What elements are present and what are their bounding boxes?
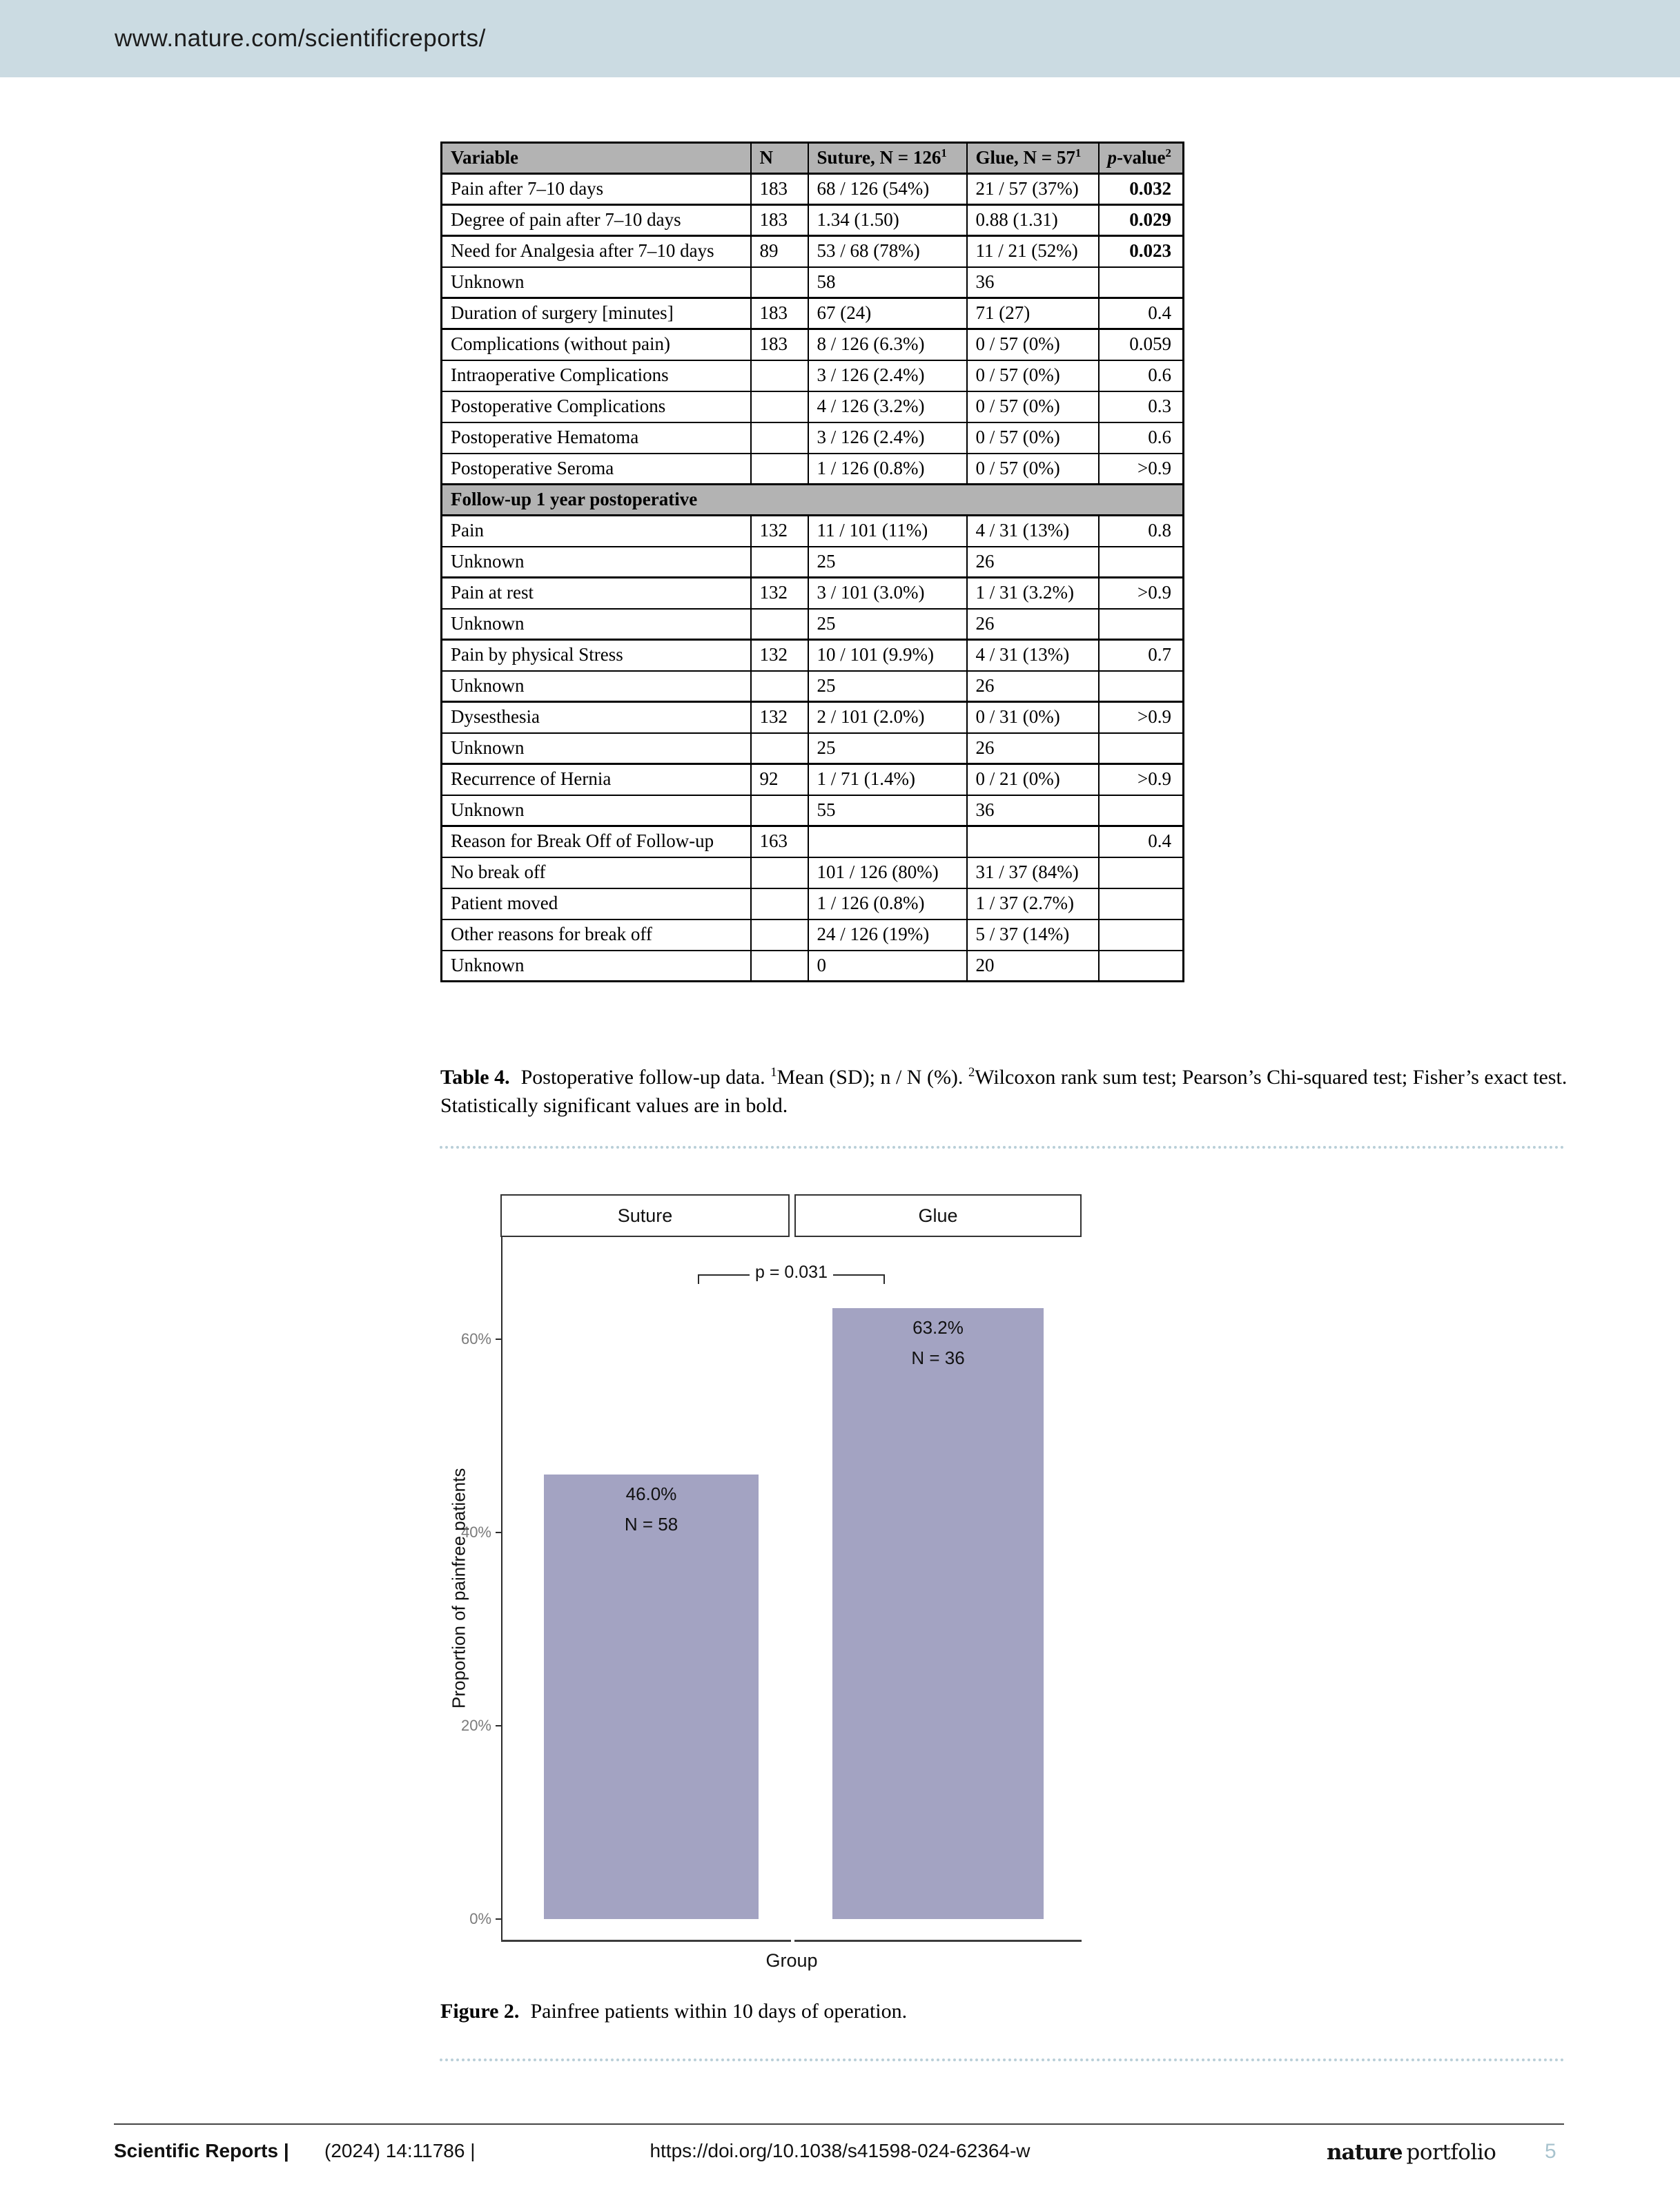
cell-suture: 25 <box>808 733 967 764</box>
cell-suture: 25 <box>808 547 967 578</box>
col-header-pvalue: p-value$^2$ <box>1099 143 1184 174</box>
table-row <box>442 298 1184 329</box>
table-row <box>442 422 1184 454</box>
cell-suture: 3 / 101 (3.0%) <box>808 578 967 609</box>
cell-glue: 36 <box>967 795 1099 826</box>
cell-suture: 1 / 71 (1.4%) <box>808 764 967 795</box>
cell-pvalue: 0.8 <box>1099 516 1184 547</box>
table-4-caption: Table 4. Postoperative follow-up data. $^1$Mean (SD); n / N (%). $^2$Wilcoxon rank sum test; Pearson’s Chi-squared test; Fisher’s exact test. Statistically significant values are in bold. <box>440 1065 1567 1117</box>
cell-variable: Follow-up 1 year postoperative <box>442 485 751 516</box>
cell-glue: 71 (27) <box>967 298 1099 329</box>
cell-suture: 53 / 68 (78%) <box>808 236 967 267</box>
y-axis-title: Proportion of painfree patients <box>448 1468 469 1709</box>
cell-pvalue: 0.4 <box>1099 298 1184 329</box>
cell-suture: 1 / 126 (0.8%) <box>808 888 967 919</box>
cell-n: 183 <box>751 298 808 329</box>
cell-n: 132 <box>751 640 808 671</box>
cell-suture: 55 <box>808 795 967 826</box>
y-tick-label: 0% <box>469 1910 491 1927</box>
cell-glue: 4 / 31 (13%) <box>967 640 1099 671</box>
cell-pvalue: 0.029 <box>1099 205 1184 236</box>
bar-label: N = 36 <box>911 1347 965 1368</box>
cell-glue: 1 / 31 (3.2%) <box>967 578 1099 609</box>
cell-pvalue: >0.9 <box>1099 578 1184 609</box>
cell-n <box>751 951 808 982</box>
cell-pvalue <box>1099 671 1184 702</box>
cell-pvalue <box>1099 267 1184 298</box>
cell-n <box>751 422 808 454</box>
bar-label: N = 58 <box>624 1514 678 1535</box>
cell-n: 92 <box>751 764 808 795</box>
table-row <box>442 205 1184 236</box>
cell-variable: Patient moved <box>442 888 751 919</box>
cell-variable: Degree of pain after 7–10 days <box>442 205 751 236</box>
cell-suture: 101 / 126 (80%) <box>808 857 967 888</box>
cell-glue: 36 <box>967 267 1099 298</box>
cell-suture: 4 / 126 (3.2%) <box>808 391 967 422</box>
cell-glue <box>967 826 1099 857</box>
table-row <box>442 640 1184 671</box>
col-header-variable: Variable <box>442 143 751 174</box>
cell-suture: 25 <box>808 609 967 640</box>
cell-variable: Unknown <box>442 795 751 826</box>
cell-glue: 26 <box>967 609 1099 640</box>
cell-pvalue: 0.3 <box>1099 391 1184 422</box>
table-row <box>442 733 1184 764</box>
cell-variable: Dysesthesia <box>442 702 751 733</box>
cell-n: 89 <box>751 236 808 267</box>
cell-suture: 0 <box>808 951 967 982</box>
table-row <box>442 702 1184 733</box>
bar-label: 46.0% <box>625 1483 677 1504</box>
cell-suture <box>808 826 967 857</box>
cell-pvalue <box>1099 888 1184 919</box>
cell-n: 183 <box>751 329 808 360</box>
cell-variable: Pain by physical Stress <box>442 640 751 671</box>
cell-glue: 21 / 57 (37%) <box>967 174 1099 205</box>
cell-glue: 20 <box>967 951 1099 982</box>
table-row <box>442 888 1184 919</box>
y-tick-mark <box>496 1918 502 1920</box>
table-row <box>442 764 1184 795</box>
cell-glue: 26 <box>967 547 1099 578</box>
table-row <box>442 485 1184 516</box>
table-row <box>442 236 1184 267</box>
cell-pvalue <box>1099 857 1184 888</box>
cell-suture: 1.34 (1.50) <box>808 205 967 236</box>
bar-glue <box>832 1308 1044 1919</box>
table-row <box>442 857 1184 888</box>
table-row <box>442 919 1184 951</box>
cell-variable: Pain at rest <box>442 578 751 609</box>
x-axis-title: Group <box>765 1950 818 1971</box>
cell-n: 183 <box>751 205 808 236</box>
cell-glue: 26 <box>967 671 1099 702</box>
cell-glue <box>967 485 1099 516</box>
cell-pvalue <box>1099 951 1184 982</box>
cell-variable: Postoperative Hematoma <box>442 422 751 454</box>
cell-n <box>751 888 808 919</box>
table-row <box>442 578 1184 609</box>
cell-n <box>751 919 808 951</box>
cell-variable: Recurrence of Hernia <box>442 764 751 795</box>
figure-2-caption: Figure 2. Painfree patients within 10 days of operation. <box>440 2000 908 2023</box>
x-axis-line-suture <box>501 1940 791 1942</box>
table-4-wrap <box>440 142 1184 982</box>
nature-portfolio-logo: nature portfolio <box>1327 2140 1496 2165</box>
cell-n <box>751 609 808 640</box>
cell-pvalue: 0.7 <box>1099 640 1184 671</box>
table-row <box>442 547 1184 578</box>
bar-suture <box>544 1475 759 1919</box>
table-row <box>442 391 1184 422</box>
cell-n: 132 <box>751 516 808 547</box>
cell-n: 132 <box>751 578 808 609</box>
table-header-row <box>442 143 1184 174</box>
y-tick-mark <box>496 1532 502 1533</box>
facet-strip-glue: Glue <box>794 1194 1082 1237</box>
cell-suture: 3 / 126 (2.4%) <box>808 360 967 391</box>
bar-label: 63.2% <box>912 1317 964 1338</box>
cell-glue: 0 / 31 (0%) <box>967 702 1099 733</box>
table-row <box>442 174 1184 205</box>
x-axis-line-glue <box>794 1940 1082 1942</box>
cell-n: 132 <box>751 702 808 733</box>
figure-caption-label: Figure 2. <box>440 2000 520 2023</box>
page-number: 5 <box>1545 2140 1556 2163</box>
footer-journal-name: Scientific Reports | <box>114 2140 289 2161</box>
cell-glue: 26 <box>967 733 1099 764</box>
cell-variable: Need for Analgesia after 7–10 days <box>442 236 751 267</box>
cell-n <box>751 454 808 485</box>
table-row <box>442 609 1184 640</box>
footer-rule <box>114 2123 1564 2125</box>
cell-variable: Pain <box>442 516 751 547</box>
y-tick-mark <box>496 1725 502 1726</box>
table-caption-label: Table 4. <box>440 1066 510 1089</box>
y-tick-label: 40% <box>460 1524 491 1541</box>
y-tick-label: 60% <box>460 1330 491 1347</box>
cell-n <box>751 485 808 516</box>
cell-n: 163 <box>751 826 808 857</box>
table-row <box>442 826 1184 857</box>
cell-suture: 10 / 101 (9.9%) <box>808 640 967 671</box>
cell-suture: 68 / 126 (54%) <box>808 174 967 205</box>
cell-pvalue: 0.023 <box>1099 236 1184 267</box>
table-4 <box>440 142 1184 982</box>
cell-n <box>751 267 808 298</box>
col-header-suture: Suture, $N = 126^1$ <box>808 143 967 174</box>
table-row <box>442 267 1184 298</box>
cell-variable: Pain after 7–10 days <box>442 174 751 205</box>
cell-variable: Postoperative Seroma <box>442 454 751 485</box>
col-header-n: N <box>751 143 808 174</box>
cell-pvalue <box>1099 919 1184 951</box>
cell-glue: 11 / 21 (52%) <box>967 236 1099 267</box>
table-row <box>442 795 1184 826</box>
table-row <box>442 951 1184 982</box>
table-row <box>442 454 1184 485</box>
cell-n <box>751 795 808 826</box>
footer-issue: (2024) 14:11786 | <box>324 2140 476 2161</box>
cell-variable: Other reasons for break off <box>442 919 751 951</box>
facet-strip-suture: Suture <box>500 1194 790 1237</box>
cell-n: 183 <box>751 174 808 205</box>
cell-pvalue <box>1099 609 1184 640</box>
cell-glue: 1 / 37 (2.7%) <box>967 888 1099 919</box>
cell-pvalue <box>1099 795 1184 826</box>
cell-pvalue: 0.4 <box>1099 826 1184 857</box>
footer <box>0 2140 1680 2170</box>
y-axis-line <box>501 1237 502 1940</box>
cell-suture: 2 / 101 (2.0%) <box>808 702 967 733</box>
cell-variable: Unknown <box>442 547 751 578</box>
footer-doi-link[interactable]: https://doi.org/10.1038/s41598-024-62364-w <box>649 2140 1031 2161</box>
cell-pvalue: >0.9 <box>1099 702 1184 733</box>
y-tick-label: 20% <box>460 1717 491 1734</box>
cell-n <box>751 671 808 702</box>
journal-url: www.nature.com/scientificreports/ <box>115 25 486 52</box>
p-value-annotation: p = 0.031 <box>698 1263 885 1283</box>
cell-pvalue: 0.032 <box>1099 174 1184 205</box>
cell-n <box>751 360 808 391</box>
cell-glue: 0 / 57 (0%) <box>967 422 1099 454</box>
section-divider <box>440 1146 1565 1149</box>
table-row <box>442 516 1184 547</box>
cell-variable: Unknown <box>442 733 751 764</box>
cell-variable: Unknown <box>442 267 751 298</box>
cell-variable: Duration of surgery [minutes] <box>442 298 751 329</box>
cell-glue: 0 / 57 (0%) <box>967 329 1099 360</box>
table-row <box>442 329 1184 360</box>
cell-variable: Postoperative Complications <box>442 391 751 422</box>
cell-variable: Unknown <box>442 609 751 640</box>
cell-pvalue: >0.9 <box>1099 454 1184 485</box>
cell-pvalue: 0.6 <box>1099 360 1184 391</box>
cell-pvalue: 0.059 <box>1099 329 1184 360</box>
cell-suture: 25 <box>808 671 967 702</box>
section-divider <box>440 2059 1565 2061</box>
masthead-bar <box>0 0 1680 77</box>
cell-variable: Reason for Break Off of Follow-up <box>442 826 751 857</box>
cell-glue: 0 / 57 (0%) <box>967 454 1099 485</box>
table-row <box>442 360 1184 391</box>
table-row <box>442 671 1184 702</box>
cell-variable: No break off <box>442 857 751 888</box>
cell-glue: 0.88 (1.31) <box>967 205 1099 236</box>
cell-variable: Complications (without pain) <box>442 329 751 360</box>
cell-glue: 0 / 21 (0%) <box>967 764 1099 795</box>
cell-suture: 24 / 126 (19%) <box>808 919 967 951</box>
cell-glue: 0 / 57 (0%) <box>967 360 1099 391</box>
cell-variable: Unknown <box>442 671 751 702</box>
figure-2-chart <box>442 1194 1097 1981</box>
col-header-glue: Glue, $N = 57^1$ <box>967 143 1099 174</box>
cell-pvalue <box>1099 485 1184 516</box>
cell-pvalue: 0.6 <box>1099 422 1184 454</box>
cell-suture <box>808 485 967 516</box>
cell-glue: 0 / 57 (0%) <box>967 391 1099 422</box>
cell-variable: Unknown <box>442 951 751 982</box>
cell-pvalue: >0.9 <box>1099 764 1184 795</box>
cell-glue: 5 / 37 (14%) <box>967 919 1099 951</box>
y-tick-mark <box>496 1339 502 1340</box>
cell-pvalue <box>1099 547 1184 578</box>
cell-variable: Intraoperative Complications <box>442 360 751 391</box>
cell-suture: 1 / 126 (0.8%) <box>808 454 967 485</box>
cell-suture: 3 / 126 (2.4%) <box>808 422 967 454</box>
cell-pvalue <box>1099 733 1184 764</box>
cell-suture: 67 (24) <box>808 298 967 329</box>
cell-suture: 11 / 101 (11%) <box>808 516 967 547</box>
cell-glue: 4 / 31 (13%) <box>967 516 1099 547</box>
cell-suture: 8 / 126 (6.3%) <box>808 329 967 360</box>
cell-n <box>751 547 808 578</box>
cell-n <box>751 857 808 888</box>
cell-n <box>751 391 808 422</box>
cell-glue: 31 / 37 (84%) <box>967 857 1099 888</box>
cell-n <box>751 733 808 764</box>
cell-suture: 58 <box>808 267 967 298</box>
